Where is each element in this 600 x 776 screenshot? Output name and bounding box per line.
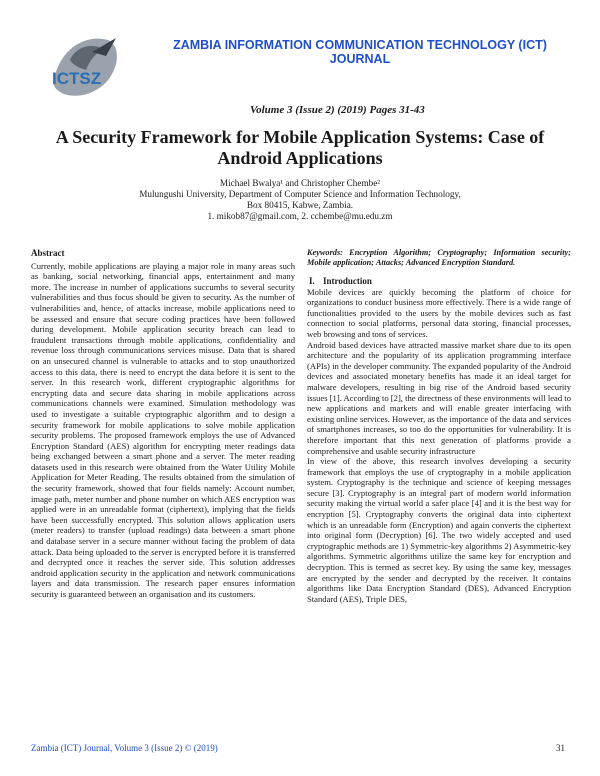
author-emails: 1. mikob87@gmail.com, 2. cchembe@mu.edu.zm bbox=[207, 211, 393, 221]
intro-paragraph-3: In view of the above, this research involves developing a security framework that employs the use of cryptography in a mobile application system. Cryptography is the technique and science of keeping messages secure [3]. Cryptography is an integral part of modern world information security making the virtual world a safer place [4] and it is the best way for encryption [5]. Cryptography converts the original data into ciphertext which is an unreadable form (Encryption) and again converts the ciphertext into original form (Decryption) [6]. The two widely accepted and used cryptographic methods are 1) Symmetric-key algorithms 2) Asymmetric-key algorithms. Symmetric algorithms utilize the same key for encryption and decryption. This is termed as secret key. By using the same key, messages are encrypted by the sender and decrypted by the receiver. It contains algorithms like Data Encryption Standard (DES), Advanced Encryption Standard (AES), Triple DES, bbox=[307, 456, 571, 604]
journal-name bbox=[130, 38, 590, 66]
affiliation-line1: Mulungushi University, Department of Computer Science and Information Technology, bbox=[139, 189, 461, 199]
logo-text: ICTSZ bbox=[52, 69, 102, 88]
body-column bbox=[307, 248, 571, 604]
abstract-column bbox=[31, 248, 295, 600]
journal-name-line2: JOURNAL bbox=[329, 52, 391, 66]
intro-paragraph-1: Mobile devices are quickly becoming the platform of choice for organizations to conduct business more effectively. There is a wide range of functionalities provided to the users by the mobile devices such as fast connection to social platforms, personal data storing, financial processes, web browsing and tons of services. bbox=[307, 286, 571, 339]
journal-name-line1: ZAMBIA INFORMATION COMMUNICATION TECHNOLOGY (ICT) bbox=[173, 38, 547, 52]
abstract-text: Currently, mobile applications are playing a major role in many areas such as banking, social networking, financial apps, entertainment and many more. The increase in number of applications succumbs to several security vulnerabilities and thus focus should be given to security. As the number of vulnerabilities and, hence, of attacks increase, mobile applications need to be assessed and ensure that secure coding practices have been followed during development. Mobile application security breach can lead to fraudulent transactions through mobile applications, confidentiality and revenue loss through communications services misuse. Data that is shared on an unsecured channel is vulnerable to attacks and to stop unauthorized access to this data, there is need to encrypt the data before it is sent to the server. In this research work, different cryptographic algorithms for encrypting data and secure data sharing in mobile applications across communications channels were examined. Simulation methodology was used to investigate a suitable cryptographic algorithm and to design a security framework for mobile applications to solve mobile application security problems. The proposed framework employs the use of Advanced Encryption Standard (AES) algorithm for encrypting meter readings data being exchanged between a smart phone and a server. The meter reading datasets used in this research were obtained from the Water Utility Mobile Application for Meter Reading. The results obtained from the simulation of the security framework, showed that four fields namely: Account number, image path, meter number and phone number on which AES encryption was applied were in an unreadable format (ciphertext), implying that the fields have been successfully encrypted. This solution allows application users (meter readers) to transfer (upload readings) data between a smart phone and database server in a secure manner without facing the problem of data attack. Data being uploaded to the server is encrypted before it is transferred and decrypted once it reaches the server side. This solution addresses android application security in the application and network communications layers and data transmission. The research paper ensures information security is guaranteed between an organisation and its customers. bbox=[31, 260, 295, 599]
paper-title-line2: Android Applications bbox=[217, 148, 383, 168]
intro-paragraph-2: Android based devices have attracted massive market share due to its open architecture and the popularity of its application programming interface (APIs) in the developer community. The expanded popularity of the Android devices and associated monetary benefits has made it an ideal target for malware developers, resulting in big rise of the Android based security issues [1]. According to [2], the directness of these environments will lead to new applications and markets and will enable greater interfacing with existing online services. However, as the importance of the data and services of smartphones increases, so too do the opportunities for vulnerability. It is therefore important that this next generation of platforms provide a comprehensive and usable security infrastructure bbox=[307, 339, 571, 456]
abstract-heading: Abstract bbox=[31, 248, 65, 258]
introduction-heading bbox=[307, 276, 571, 287]
journal-logo bbox=[46, 30, 124, 104]
affiliation-line2: Box 80415, Kabwe, Zambia. bbox=[246, 200, 354, 210]
keywords: Keywords: Encryption Algorithm; Cryptography; Information security; Mobile application; Attacks; Advanced Encryption Standard. bbox=[307, 248, 571, 267]
page-number: 31 bbox=[556, 743, 565, 753]
author-block bbox=[60, 178, 540, 222]
section-title: Introduction bbox=[323, 276, 372, 286]
section-number: I. bbox=[309, 276, 315, 286]
volume-info: Volume 3 (Issue 2) (2019) Pages 31-43 bbox=[250, 104, 425, 116]
authors: Michael Bwalya¹ and Christopher Chembe² bbox=[219, 178, 381, 188]
paper-title-line1: A Security Framework for Mobile Application Systems: Case of bbox=[55, 127, 545, 147]
footer-citation: Zambia (ICT) Journal, Volume 3 (Issue 2) © (2019) bbox=[31, 743, 218, 753]
paper-title bbox=[40, 127, 560, 169]
